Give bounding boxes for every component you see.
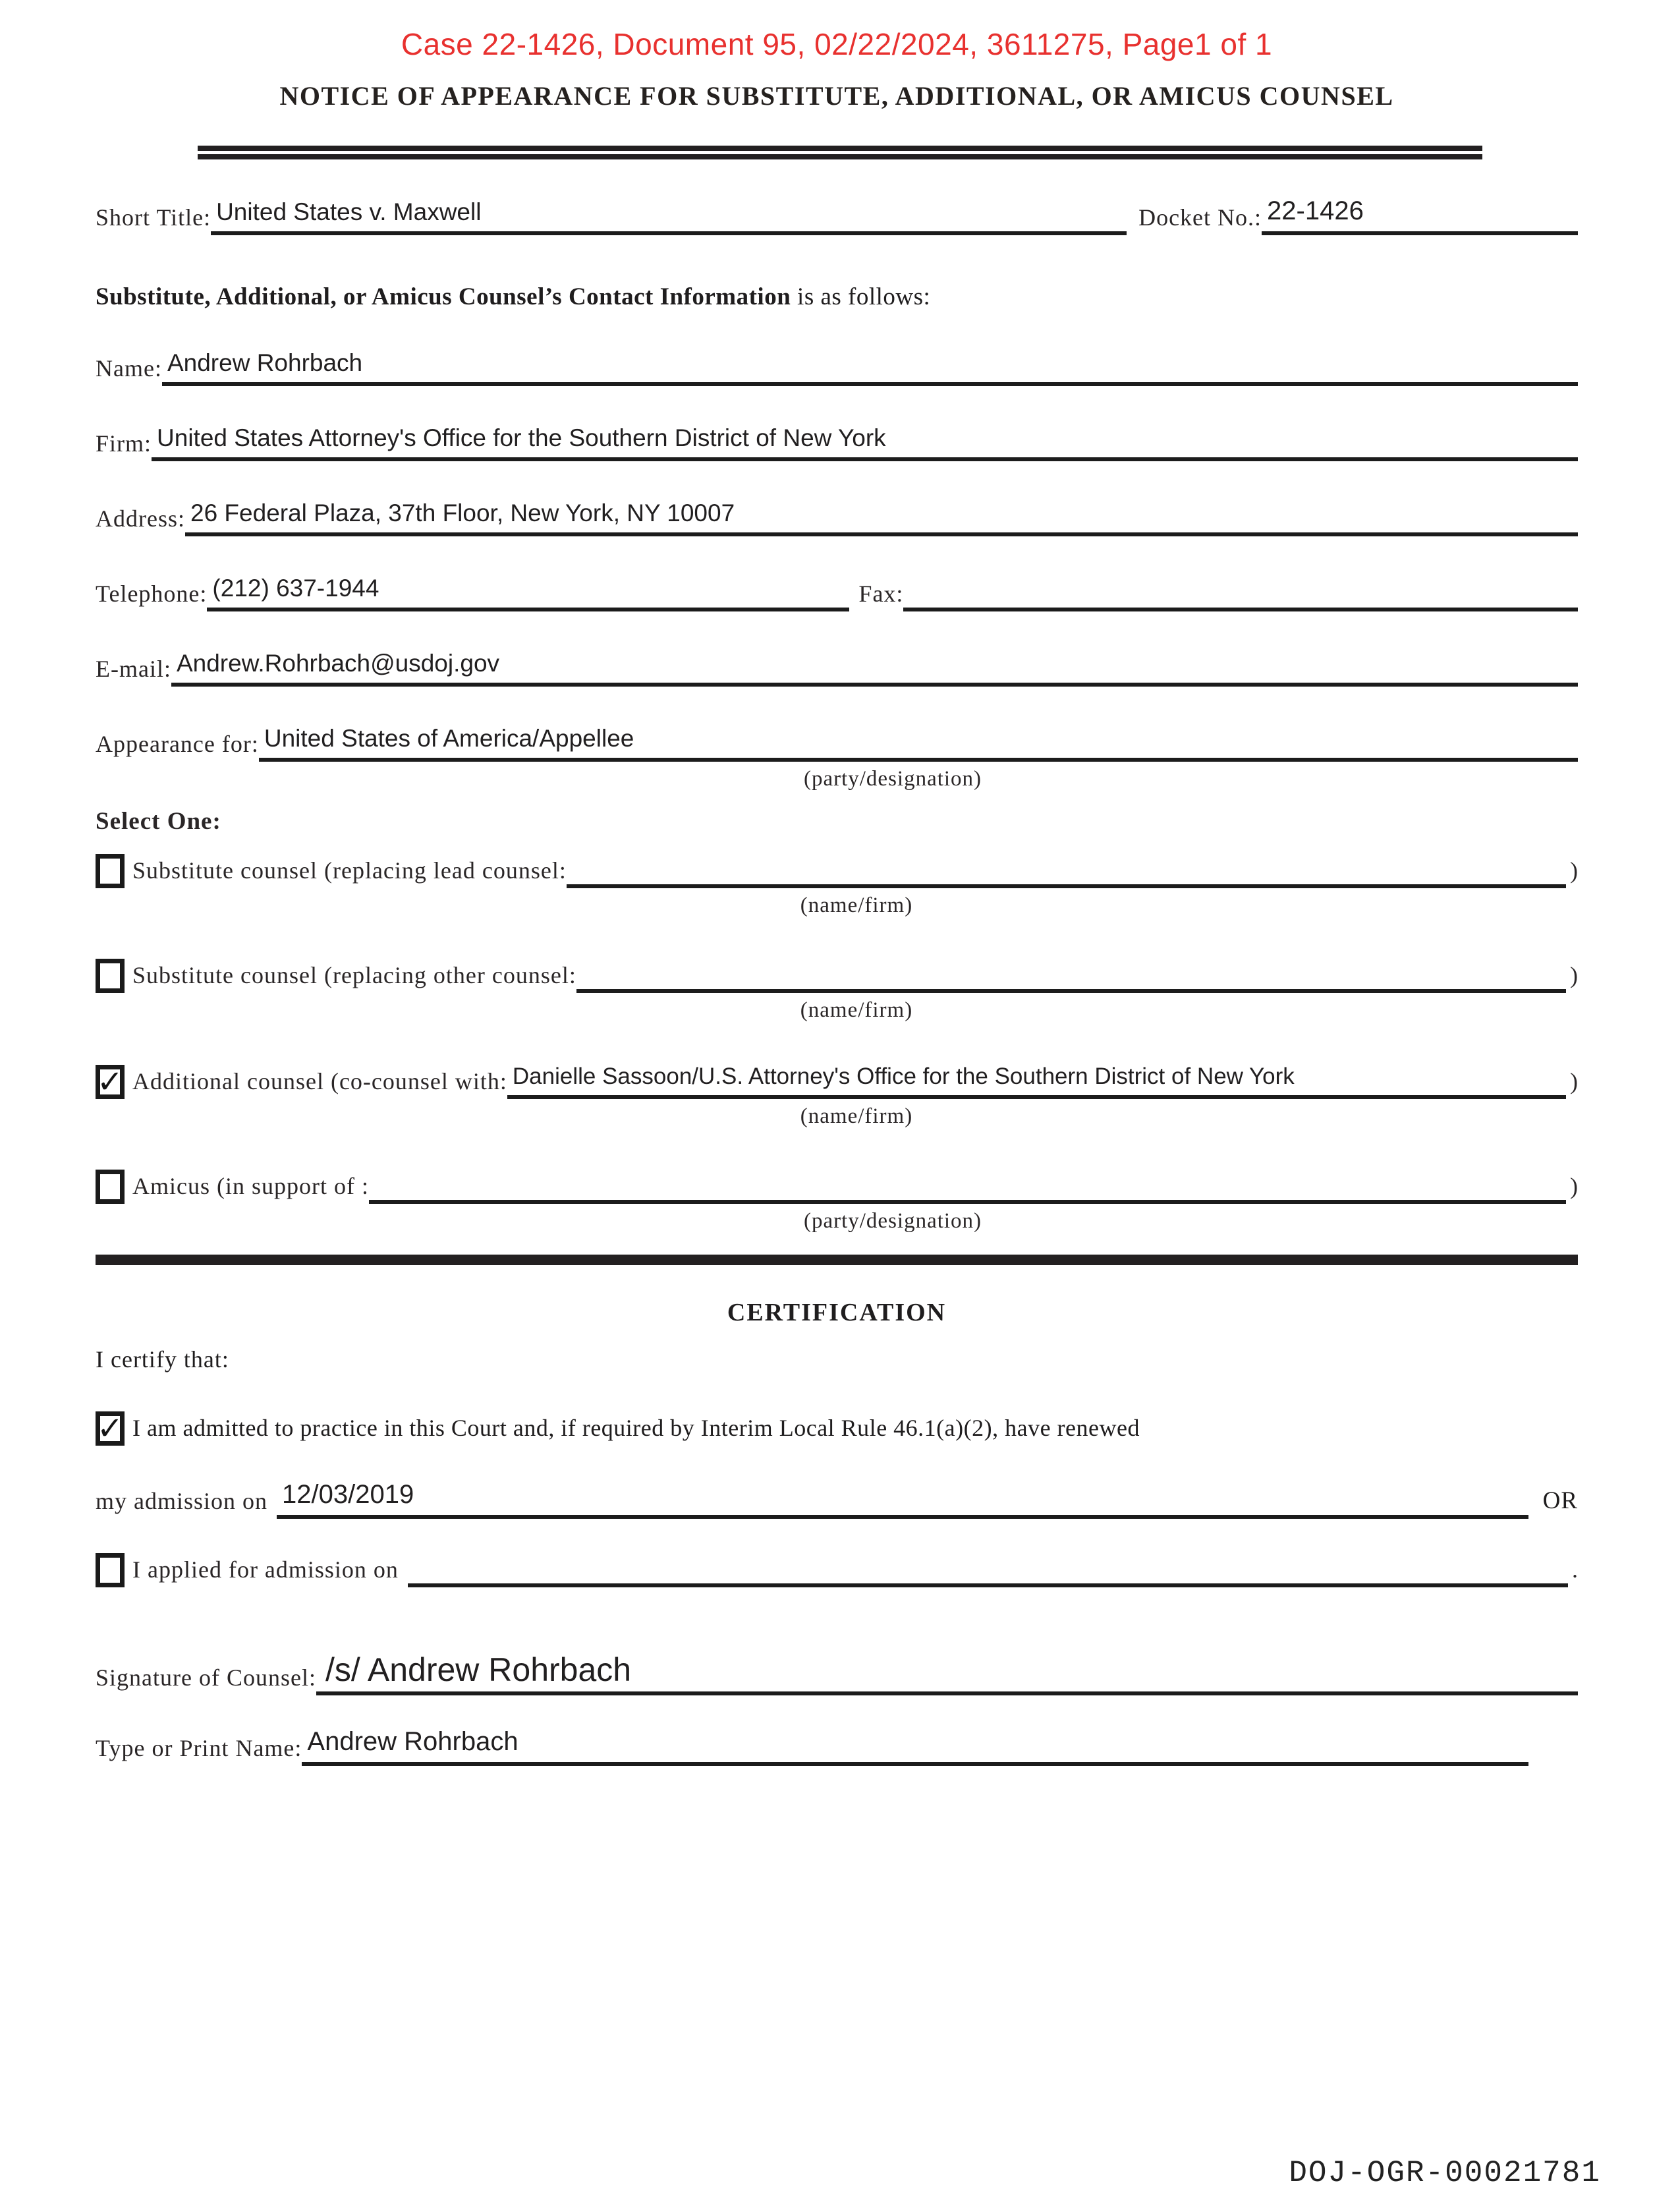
case-stamp: Case 22-1426, Document 95, 02/22/2024, 3611275, Page1 of 1 xyxy=(401,27,1273,61)
appearance-caption: (party/designation) xyxy=(803,767,982,791)
additional-counsel-close: ) xyxy=(1570,1068,1578,1094)
substitute-other-checkbox xyxy=(96,959,125,993)
admitted-text: I am admitted to practice in this Court and, if required by Interim Local Rule 46.1(a)(2), have renewed xyxy=(132,1415,1140,1441)
substitute-lead-field xyxy=(567,879,1566,888)
email-value: Andrew.Rohrbach@usdoj.gov xyxy=(176,650,500,677)
amicus-close: ) xyxy=(1570,1173,1578,1199)
short-title-label: Short Title: xyxy=(96,204,211,231)
short-title-row xyxy=(96,196,1578,235)
substitute-other-value xyxy=(576,984,582,989)
name-label: Name: xyxy=(96,355,162,382)
print-name-row xyxy=(96,1727,1578,1766)
appearance-value: United States of America/Appellee xyxy=(264,725,634,752)
additional-counsel-label: Additional counsel (co-counsel with: xyxy=(132,1068,507,1094)
applied-period: . xyxy=(1572,1556,1578,1583)
name-row xyxy=(96,349,1578,386)
appearance-field xyxy=(259,725,1578,762)
option-substitute-other xyxy=(96,959,1578,993)
applied-date-field xyxy=(408,1578,1568,1587)
email-label: E-mail: xyxy=(96,656,171,682)
amicus-checkbox xyxy=(96,1170,125,1204)
signature-row xyxy=(96,1651,1578,1695)
print-name-field xyxy=(302,1727,1528,1766)
amicus-caption: (party/designation) xyxy=(803,1209,982,1233)
substitute-lead-checkbox xyxy=(96,854,125,888)
print-name-label: Type or Print Name: xyxy=(96,1735,302,1761)
amicus-value xyxy=(369,1195,374,1200)
name-field xyxy=(162,349,1578,386)
fax-value xyxy=(903,602,909,608)
admission-label: my admission on xyxy=(96,1488,268,1514)
substitute-lead-value xyxy=(567,879,572,884)
signature-value: /s/ Andrew Rohrbach xyxy=(325,1651,632,1688)
telephone-row xyxy=(96,575,1578,611)
certification-divider xyxy=(96,1255,1578,1265)
select-one-heading: Select One: xyxy=(96,808,221,835)
substitute-lead-label: Substitute counsel (replacing lead counsel: xyxy=(132,857,567,884)
substitute-other-label: Substitute counsel (replacing other counsel: xyxy=(132,962,576,988)
additional-counsel-checkbox: ✓ xyxy=(96,1063,124,1100)
or-label: OR xyxy=(1542,1487,1578,1514)
contact-intro-bold: Substitute, Additional, or Amicus Counsel’s Contact Information xyxy=(96,283,791,310)
substitute-lead-close: ) xyxy=(1570,857,1578,884)
admitted-checkbox: ✓ xyxy=(96,1410,124,1447)
firm-value: United States Attorney's Office for the Southern District of New York xyxy=(157,424,886,451)
signature-label: Signature of Counsel: xyxy=(96,1664,316,1691)
title-divider xyxy=(198,146,1482,159)
admitted-row xyxy=(96,1411,1578,1446)
admission-date-row xyxy=(96,1480,1578,1519)
substitute-lead-caption: (name/firm) xyxy=(800,893,913,917)
additional-counsel-caption: (name/firm) xyxy=(800,1104,913,1128)
address-row xyxy=(96,499,1578,536)
certification-heading: CERTIFICATION xyxy=(727,1299,947,1326)
substitute-other-close: ) xyxy=(1570,962,1578,988)
telephone-label: Telephone: xyxy=(96,581,208,607)
applied-label: I applied for admission on xyxy=(132,1556,399,1583)
address-value: 26 Federal Plaza, 37th Floor, New York, NY 10007 xyxy=(190,499,735,526)
firm-label: Firm: xyxy=(96,430,152,457)
name-value: Andrew Rohrbach xyxy=(167,349,363,376)
bates-number: DOJ-OGR-00021781 xyxy=(1289,2156,1601,2190)
additional-counsel-value: Danielle Sassoon/U.S. Attorney's Office for the Southern District of New York xyxy=(512,1063,1295,1089)
firm-field xyxy=(152,424,1578,461)
fax-label: Fax: xyxy=(858,581,904,607)
amicus-field xyxy=(369,1195,1566,1204)
amicus-label: Amicus (in support of : xyxy=(132,1173,369,1199)
appearance-label: Appearance for: xyxy=(96,731,259,757)
additional-counsel-field xyxy=(507,1063,1566,1099)
form-title: NOTICE OF APPEARANCE FOR SUBSTITUTE, ADDITIONAL, OR AMICUS COUNSEL xyxy=(279,81,1394,111)
applied-date-value xyxy=(408,1578,413,1583)
email-row xyxy=(96,650,1578,687)
signature-field xyxy=(316,1651,1578,1695)
print-name-value: Andrew Rohrbach xyxy=(307,1727,518,1756)
admission-date-field xyxy=(277,1480,1528,1519)
short-title-field xyxy=(211,198,1127,235)
applied-checkbox xyxy=(96,1553,125,1587)
contact-intro xyxy=(96,283,1578,311)
substitute-other-field xyxy=(576,984,1566,993)
docket-label: Docket No.: xyxy=(1138,204,1262,231)
address-label: Address: xyxy=(96,505,185,532)
option-substitute-lead xyxy=(96,854,1578,888)
firm-row xyxy=(96,424,1578,461)
admission-date-value: 12/03/2019 xyxy=(282,1480,414,1509)
option-additional-counsel xyxy=(96,1063,1578,1099)
option-amicus xyxy=(96,1170,1578,1204)
certify-intro: I certify that: xyxy=(96,1346,229,1373)
appearance-row xyxy=(96,725,1578,762)
applied-row xyxy=(96,1553,1578,1587)
telephone-value: (212) 637-1944 xyxy=(212,575,379,602)
email-field xyxy=(171,650,1578,687)
address-field xyxy=(185,499,1578,536)
docket-field xyxy=(1262,196,1578,235)
substitute-other-caption: (name/firm) xyxy=(800,998,913,1022)
docket-value: 22-1426 xyxy=(1267,196,1364,225)
contact-intro-rest: is as follows: xyxy=(791,283,931,310)
telephone-field xyxy=(207,575,849,611)
fax-field xyxy=(903,602,1578,611)
short-title-value: United States v. Maxwell xyxy=(216,198,482,225)
